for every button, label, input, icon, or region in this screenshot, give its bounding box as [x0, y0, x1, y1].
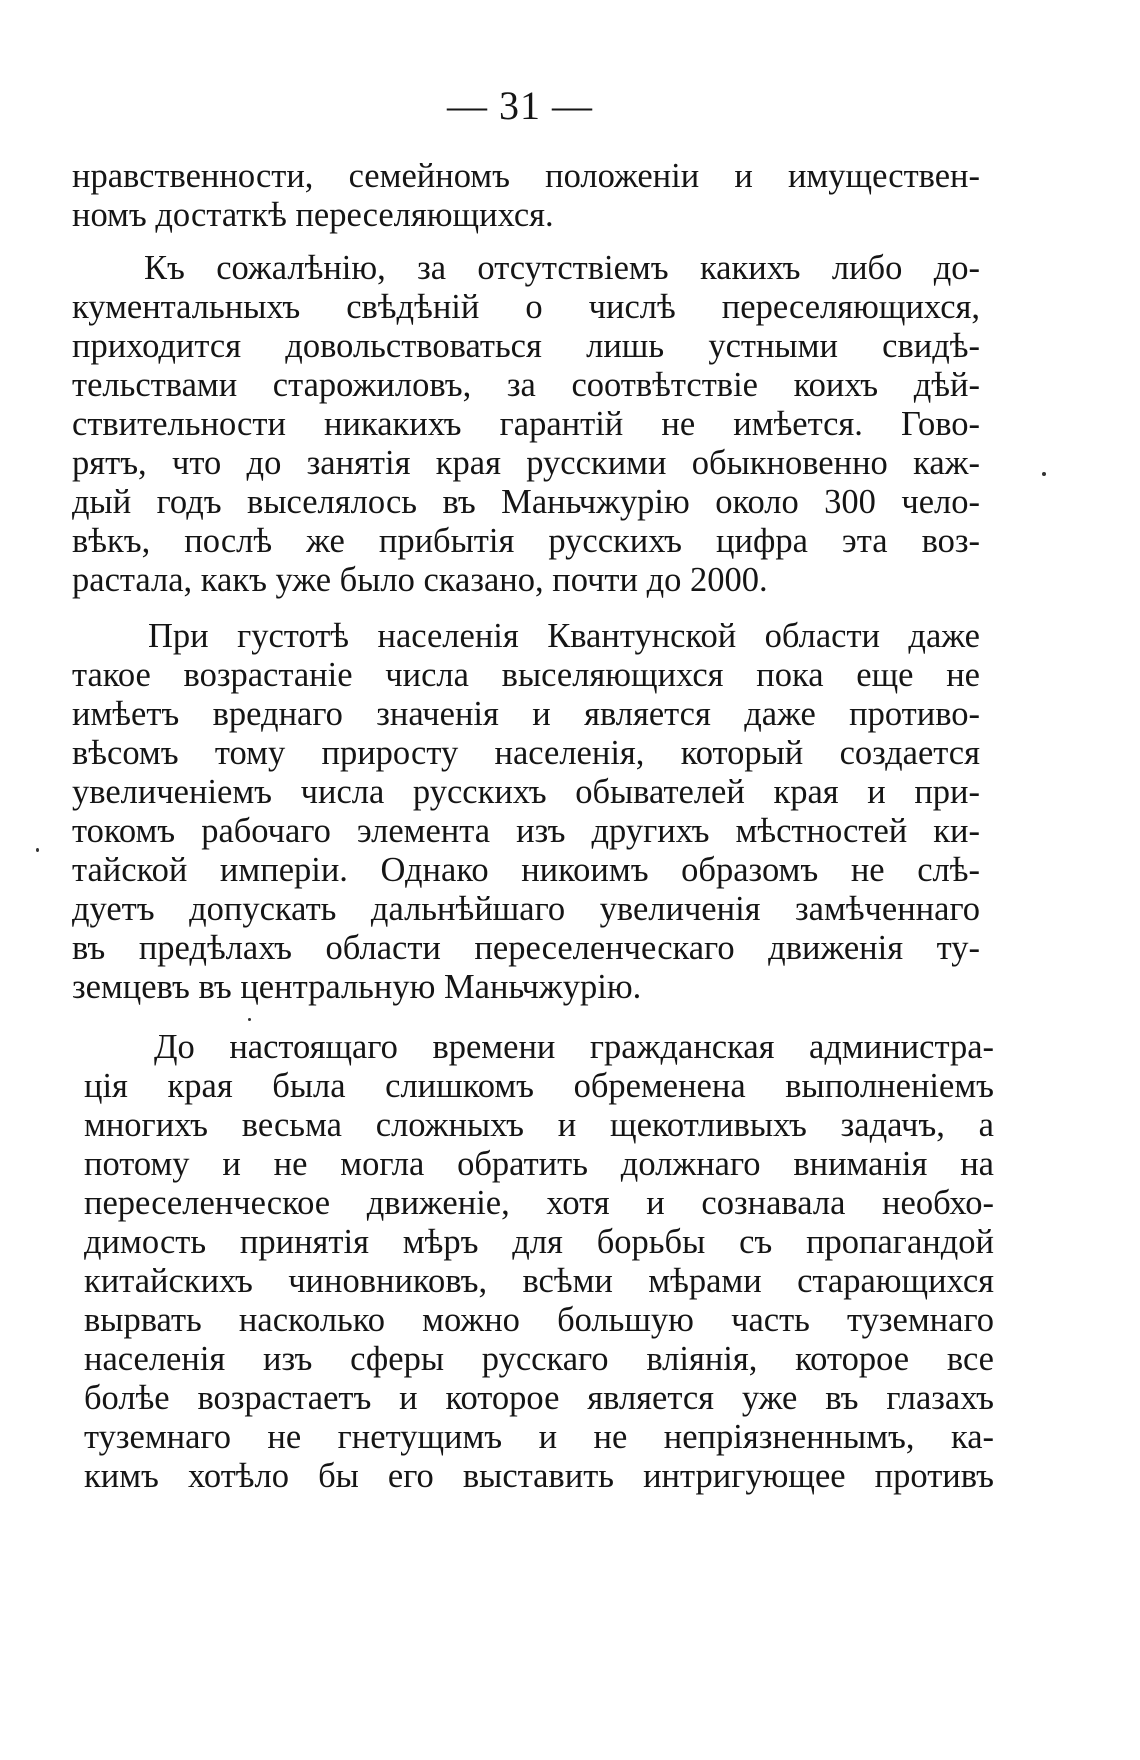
print-speck: [1042, 472, 1046, 476]
text-line: дый годъ выселялось въ Маньчжурію около 300 чело-: [72, 483, 980, 521]
text-line: дуетъ допускать дальнѣйшаго увеличенія замѣченнаго: [72, 890, 980, 928]
text-line: рятъ, что до занятія края русскими обыкновенно каж-: [72, 444, 980, 482]
text-line: кументальныхъ свѣдѣній о числѣ переселяющихся,: [72, 288, 980, 326]
text-line: болѣе возрастаетъ и которое является уже въ глазахъ: [84, 1379, 994, 1417]
text-line: приходится довольствоваться лишь устными свидѣ-: [72, 327, 980, 365]
text-line: вѣсомъ тому приросту населенія, который создается: [72, 734, 980, 772]
text-line: многихъ весьма сложныхъ и щекотливыхъ задачъ, а: [84, 1106, 994, 1144]
text-line: земцевъ въ центральную Маньчжурію.: [72, 968, 642, 1006]
text-line: китайскихъ чиновниковъ, всѣми мѣрами старающихся: [84, 1262, 994, 1300]
text-line: переселенческое движеніе, хотя и сознавала необхо-: [84, 1184, 994, 1222]
text-line: въ предѣлахъ области переселенческаго движенія ту-: [72, 929, 980, 967]
text-line: ствительности никакихъ гарантій не имѣется. Гово-: [72, 405, 980, 443]
text-line: потому и не могла обратить должнаго вниманія на: [84, 1145, 994, 1183]
text-line: вырвать насколько можно большую часть туземнаго: [84, 1301, 994, 1339]
text-line: тельствами старожиловъ, за соотвѣтствіе коихъ дѣй-: [72, 366, 980, 404]
text-line: такое возрастаніе числа выселяющихся пока еще не: [72, 656, 980, 694]
text-line: До настоящаго времени гражданская администра-: [154, 1028, 994, 1066]
text-line: номъ достаткѣ переселяющихся.: [72, 196, 554, 234]
text-line: туземнаго не гнетущимъ и не непріязненнымъ, ка-: [84, 1418, 994, 1456]
text-line: токомъ рабочаго элемента изъ другихъ мѣстностей ки-: [72, 812, 980, 850]
text-line: увеличеніемъ числа русскихъ обывателей края и при-: [72, 773, 980, 811]
text-line: Къ сожалѣнію, за отсутствіемъ какихъ либо до-: [144, 249, 980, 287]
print-speck: [248, 1018, 251, 1021]
text-line: димость принятія мѣръ для борьбы съ пропагандой: [84, 1223, 994, 1261]
text-line: нравственности, семейномъ положеніи и имуществен-: [72, 157, 980, 195]
page-number: — 31 —: [447, 83, 593, 128]
text-line: имѣетъ вреднаго значенія и является даже противо-: [72, 695, 980, 733]
text-line: тайской имперіи. Однако никоимъ образомъ не слѣ-: [72, 851, 980, 889]
text-line: кимъ хотѣло бы его выставить интригующее противъ: [84, 1457, 994, 1495]
print-speck: [36, 848, 39, 852]
text-line: вѣкъ, послѣ же прибытія русскихъ цифра эта воз-: [72, 522, 980, 560]
text-line: ція края была слишкомъ обременена выполненіемъ: [84, 1067, 994, 1105]
text-line: населенія изъ сферы русскаго вліянія, которое все: [84, 1340, 994, 1378]
text-line: При густотѣ населенія Квантунской области даже: [148, 617, 980, 655]
text-line: растала, какъ уже было сказано, почти до 2000.: [72, 561, 768, 599]
